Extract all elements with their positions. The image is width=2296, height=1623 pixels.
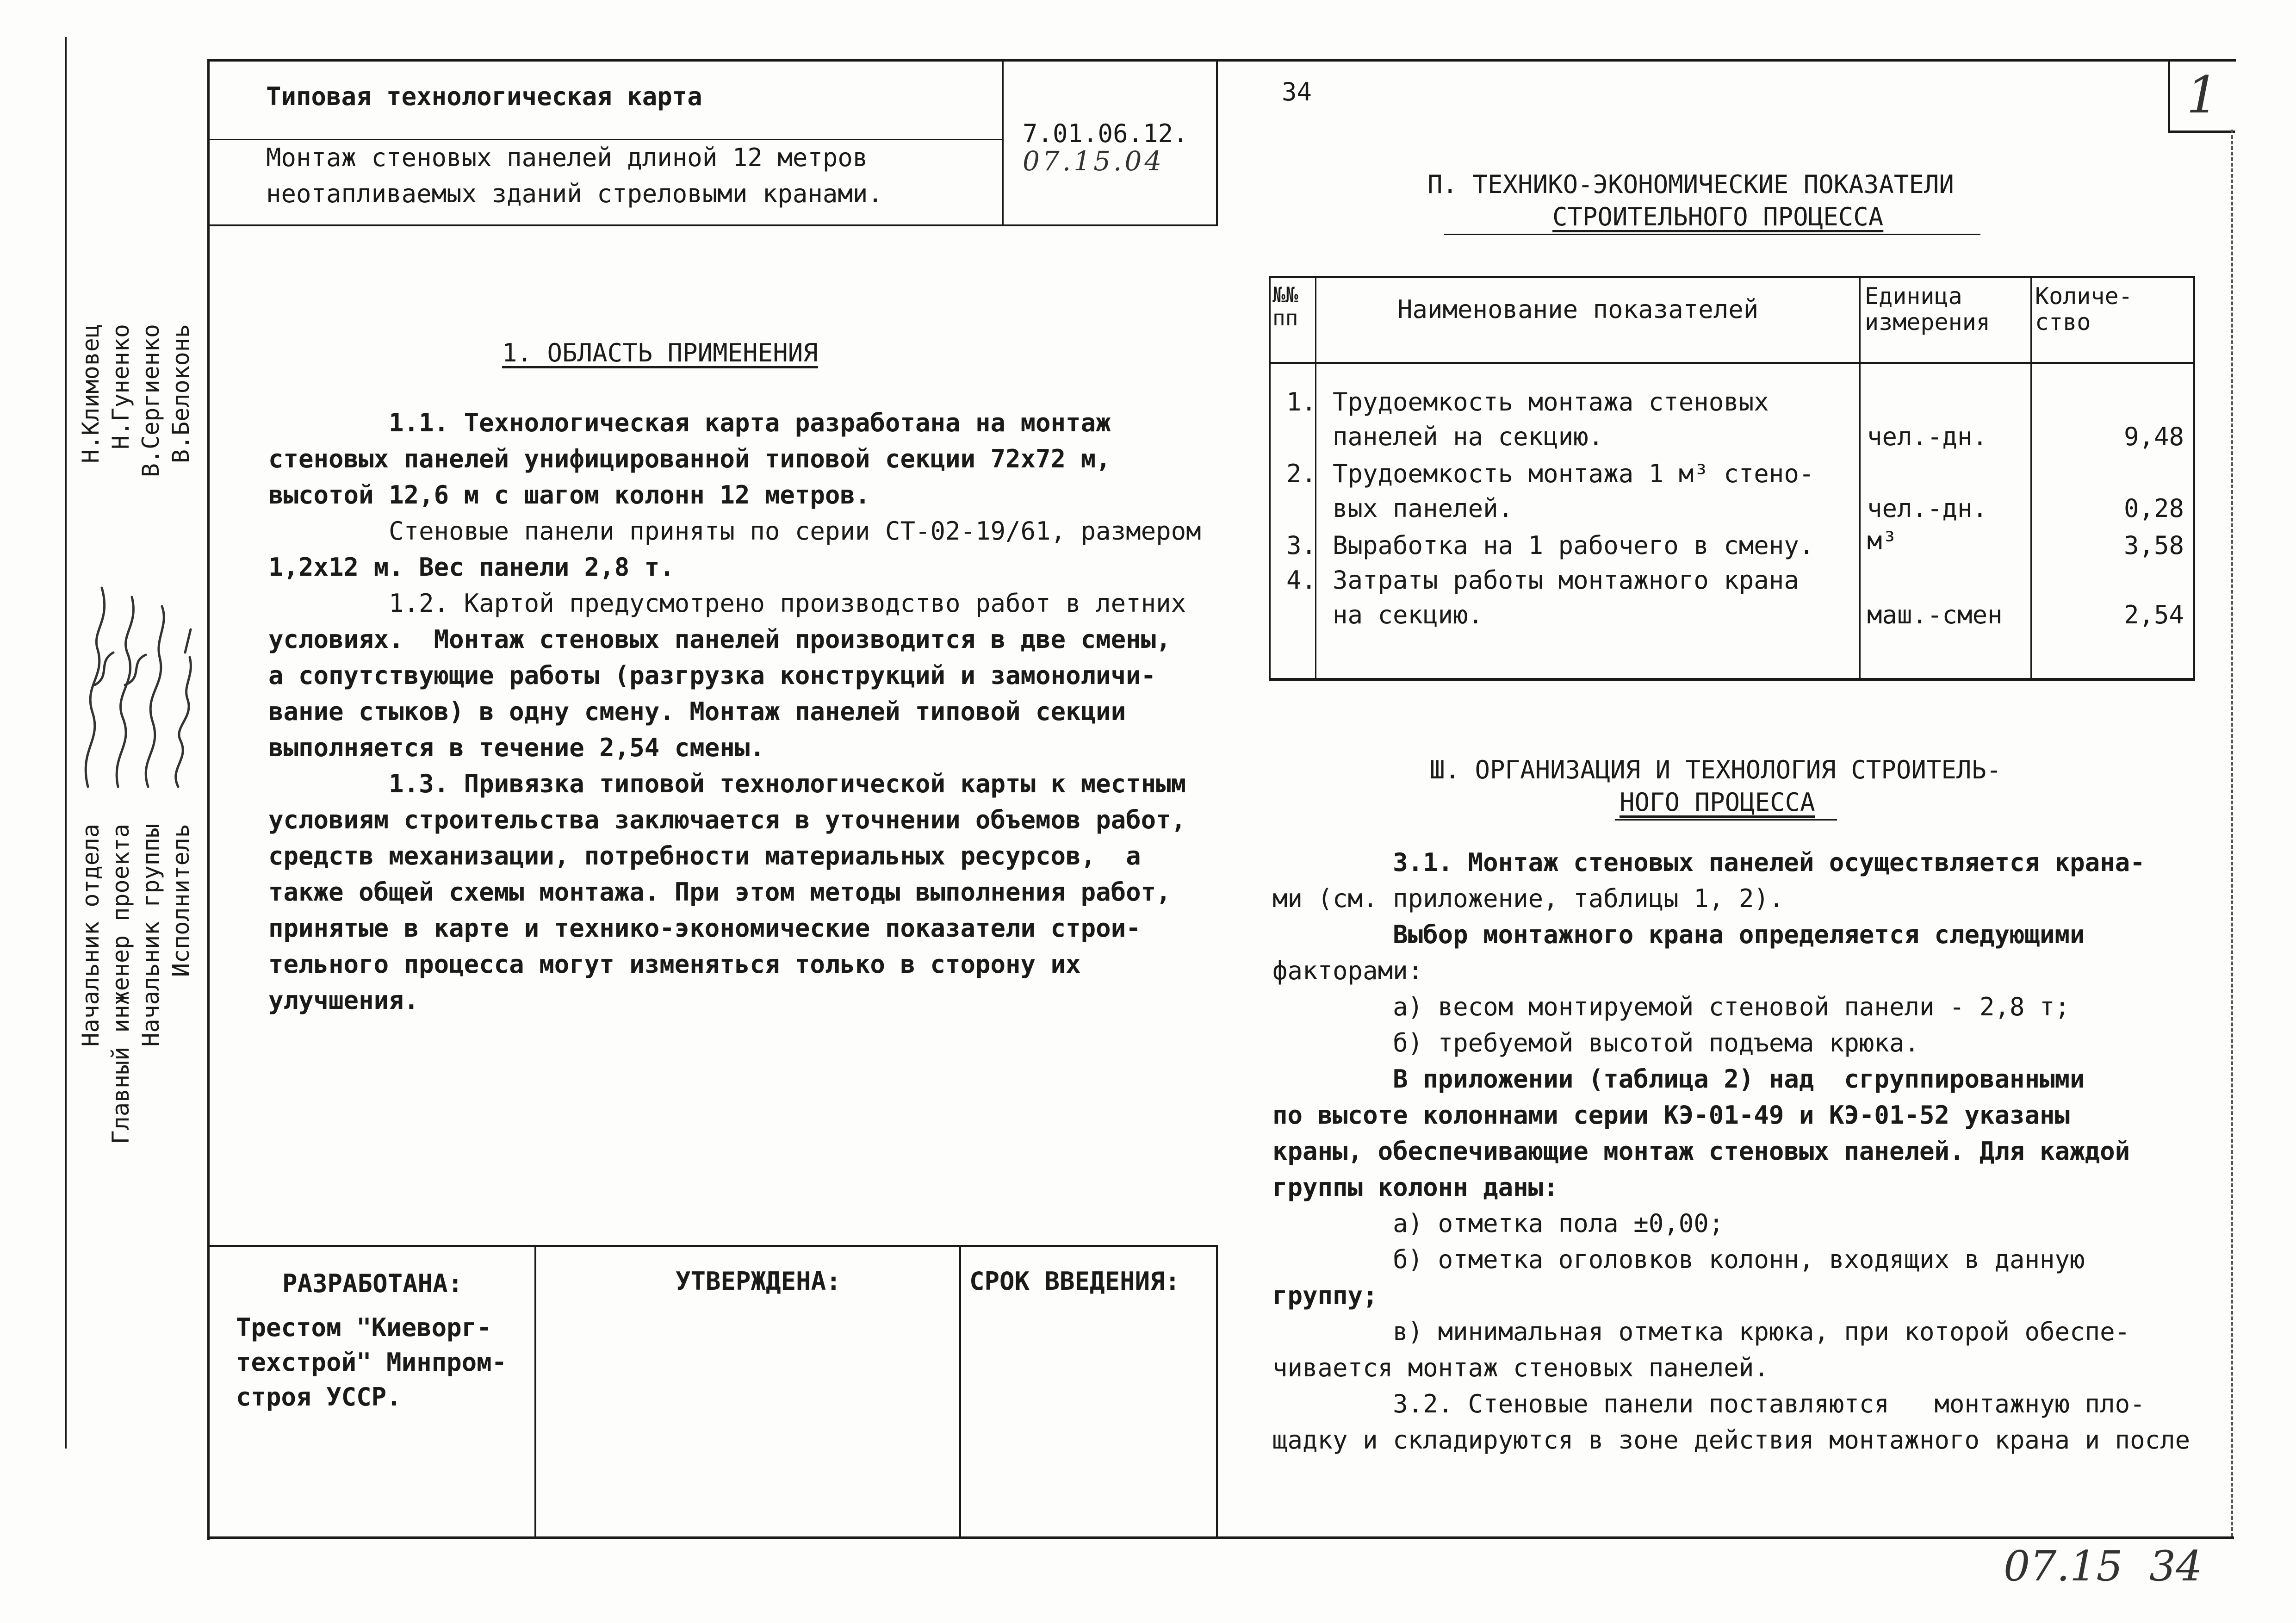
table-col-num-header: №№ пп (1272, 282, 1298, 330)
table-row-2-num: 2. (1286, 459, 1317, 488)
header-title: Типовая технологическая карта (266, 82, 702, 111)
table-row-4-unit: маш.-смен (1867, 600, 2003, 629)
table-row-4-qty: 2,54 (2123, 600, 2184, 629)
section1-line: 1.1. Технологическая карта разработана на монтаж (268, 408, 1111, 437)
name-4: В.Белоконь (168, 324, 194, 464)
footer-divider-1 (534, 1245, 536, 1539)
section3-line: 3.1. Монтаж стеновых панелей осуществляется крана- (1272, 848, 2145, 877)
section1-line: принятые в карте и технико-экономические показатели строи- (268, 914, 1141, 943)
intro-date-label: СРОК ВВЕДЕНИЯ: (969, 1267, 1180, 1296)
table-col-unit-header: Единица измерения (1865, 283, 1990, 336)
developed-text-1: Трестом "Киеворг- (236, 1313, 492, 1342)
footer-divider-2 (959, 1245, 961, 1539)
section3-line: факторами: (1272, 956, 1423, 985)
section1-line: 1.2. Картой предусмотрено производство работ в летних (268, 589, 1186, 618)
section2-heading-underline (1444, 234, 1980, 235)
header-code: 7.01.06.12. (1023, 119, 1188, 148)
header-subtitle-1: Монтаж стеновых панелей длиной 12 метров (266, 143, 868, 172)
section1-line: вание стыков) в одну смену. Монтаж панелей типовой секции (268, 697, 1126, 726)
section2-heading-2: СТРОИТЕЛЬНОГО ПРОЦЕССА (1552, 202, 1884, 231)
section3-line: по высоте колоннами серии КЭ-01-49 и КЭ-01-52 указаны (1272, 1101, 2070, 1130)
table-row-2-unit: чел.-дн. (1867, 494, 1988, 523)
table-top (1269, 276, 2195, 278)
developed-text-3: строя УССР. (236, 1382, 402, 1412)
footer-top (207, 1245, 1218, 1247)
section3-line: группу; (1272, 1281, 1378, 1310)
position-4: Исполнитель (168, 824, 194, 977)
table-row-1-name-2: панелей на секцию. (1333, 422, 1604, 451)
name-2: Н.Гуненко (107, 324, 134, 449)
table-row-1-qty: 9,48 (2123, 422, 2184, 451)
developed-label: РАЗРАБОТАНА: (282, 1269, 463, 1298)
page-number: 34 (1282, 77, 1312, 106)
header-code-handwritten: 07.15.04 (1023, 145, 1165, 177)
name-3: В.Сергиенко (137, 324, 164, 478)
section3-line: б) отметка оголовков колонн, входящих в данную (1272, 1245, 2085, 1274)
section1-line: высотой 12,6 м с шагом колонн 12 метров. (268, 480, 870, 510)
position-2: Главный инженер проекта (107, 824, 134, 1144)
section1-line: условиях. Монтаж стеновых панелей производится в две смены, (268, 625, 1171, 654)
section1-line: условиям строительства заключается в уточнении объемов работ, (268, 805, 1186, 834)
section1-line: Стеновые панели приняты по серии СТ-02-19/61, размером (268, 516, 1201, 546)
section3-heading-2: НОГО ПРОЦЕССА (1620, 788, 1815, 817)
table-right (2193, 276, 2195, 681)
section1-body (268, 405, 1201, 1019)
section3-line: щадку и складируются в зоне действия монтажного крана и после (1272, 1425, 2191, 1455)
table-bottom (1269, 678, 2195, 681)
frame-left (207, 59, 210, 1540)
section3-line: ми (см. приложение, таблицы 1, 2). (1272, 884, 1784, 913)
section3-line: б) требуемой высотой подъема крюка. (1272, 1028, 1919, 1057)
section1-line: средств механизации, потребности материальных ресурсов, а (268, 841, 1141, 871)
section3-line: в) минимальная отметка крюка, при которой обеспе- (1272, 1317, 2130, 1346)
table-row-4-num: 4. (1286, 566, 1317, 595)
section3-body (1272, 845, 2190, 1458)
table-row-2-name-2: вых панелей. (1333, 494, 1514, 523)
table-col2 (1859, 276, 1861, 681)
header-bottom (207, 224, 1218, 226)
table-row-1-num: 1. (1286, 387, 1317, 417)
section1-line: 1,2х12 м. Вес панели 2,8 т. (268, 553, 675, 582)
approved-label: УТВЕРЖДЕНА: (676, 1267, 841, 1296)
bottom-stamp-handwritten: 07.15 34 (2004, 1542, 2203, 1591)
frame-bottom (207, 1536, 2234, 1539)
section3-heading-underline (1615, 819, 1837, 821)
table-left (1269, 276, 1271, 681)
header-subtitle-2: неотапливаемых зданий стреловыми кранами. (266, 179, 883, 208)
table-col-qty-header: Количе- ство (2035, 283, 2133, 336)
position-3: Начальник группы (137, 824, 164, 1047)
section1-line: улучшения. (268, 986, 419, 1015)
table-row-3-name-1: Выработка на 1 рабочего в смену. (1333, 531, 1814, 560)
header-code-divider (1002, 59, 1004, 226)
table-row-4-name-2: на секцию. (1333, 600, 1483, 629)
section1-line: также общей схемы монтажа. При этом методы выполнения работ, (268, 877, 1171, 907)
table-row-4-name-1: Затраты работы монтажного крана (1333, 566, 1799, 595)
section1-line: выполняется в течение 2,54 смены. (268, 733, 765, 762)
section3-line: Выбор монтажного крана определяется следующими (1272, 920, 2085, 949)
table-row-1-name-1: Трудоемкость монтажа стеновых (1333, 387, 1769, 417)
position-1: Начальник отдела (77, 824, 104, 1047)
frame-top (207, 59, 2236, 62)
section1-heading: 1. ОБЛАСТЬ ПРИМЕНЕНИЯ (502, 338, 818, 367)
section3-heading-1: Ш. ОРГАНИЗАЦИЯ И ТЕХНОЛОГИЯ СТРОИТЕЛЬ- (1430, 755, 2002, 784)
section3-line: а) отметка пола ±0,00; (1272, 1209, 1724, 1238)
section3-line: а) весом монтируемой стеновой панели - 2,8 т; (1272, 992, 2070, 1021)
table-row-1-unit: чел.-дн. (1867, 422, 1988, 451)
section1-line: стеновых панелей унифицированной типовой секции 72х72 м, (268, 444, 1111, 473)
section1-line: тельного процесса могут изменяться только в сторону их (268, 950, 1081, 979)
section1-line: а сопутствующие работы (разгрузка конструкций и замоноличи- (268, 661, 1156, 690)
section1-line: 1.3. Привязка типовой технологической карты к местным (268, 769, 1186, 798)
column-divider-bottom (1216, 1245, 1218, 1539)
table-col3 (2030, 276, 2032, 681)
section3-line: В приложении (таблица 2) над сгруппированными (1272, 1064, 2085, 1094)
section3-line: группы колонн даны: (1272, 1173, 1558, 1202)
header-right-edge (1216, 59, 1218, 226)
sheet-number: 1 (2186, 65, 2219, 124)
section2-heading-1: П. ТЕХНИКО-ЭКОНОМИЧЕСКИЕ ПОКАЗАТЕЛИ (1427, 170, 1954, 199)
table-col-name-header: Наименование показателей (1397, 295, 1759, 324)
table-row-3-qty: 3,58 (2123, 531, 2184, 560)
developed-text-2: техстрой" Минпром- (236, 1348, 507, 1377)
signatures-image (69, 546, 217, 805)
table-row-2-qty: 0,28 (2123, 494, 2184, 523)
table-row-3-unit: м³ (1867, 526, 1898, 555)
table-header-bottom (1269, 362, 2195, 364)
name-1: Н.Климовец (77, 324, 104, 464)
section3-line: 3.2. Стеновые панели поставляются монтажную пло- (1272, 1389, 2145, 1418)
section3-line: чивается монтаж стеновых панелей. (1272, 1353, 1769, 1382)
section3-line: краны, обеспечивающие монтаж стеновых панелей. Для каждой (1272, 1137, 2130, 1166)
table-row-3-num: 3. (1286, 531, 1317, 560)
table-row-2-name-1: Трудоемкость монтажа 1 м³ стено- (1333, 459, 1814, 488)
binding-line (65, 37, 67, 1449)
frame-right-dashed (2231, 130, 2233, 1536)
